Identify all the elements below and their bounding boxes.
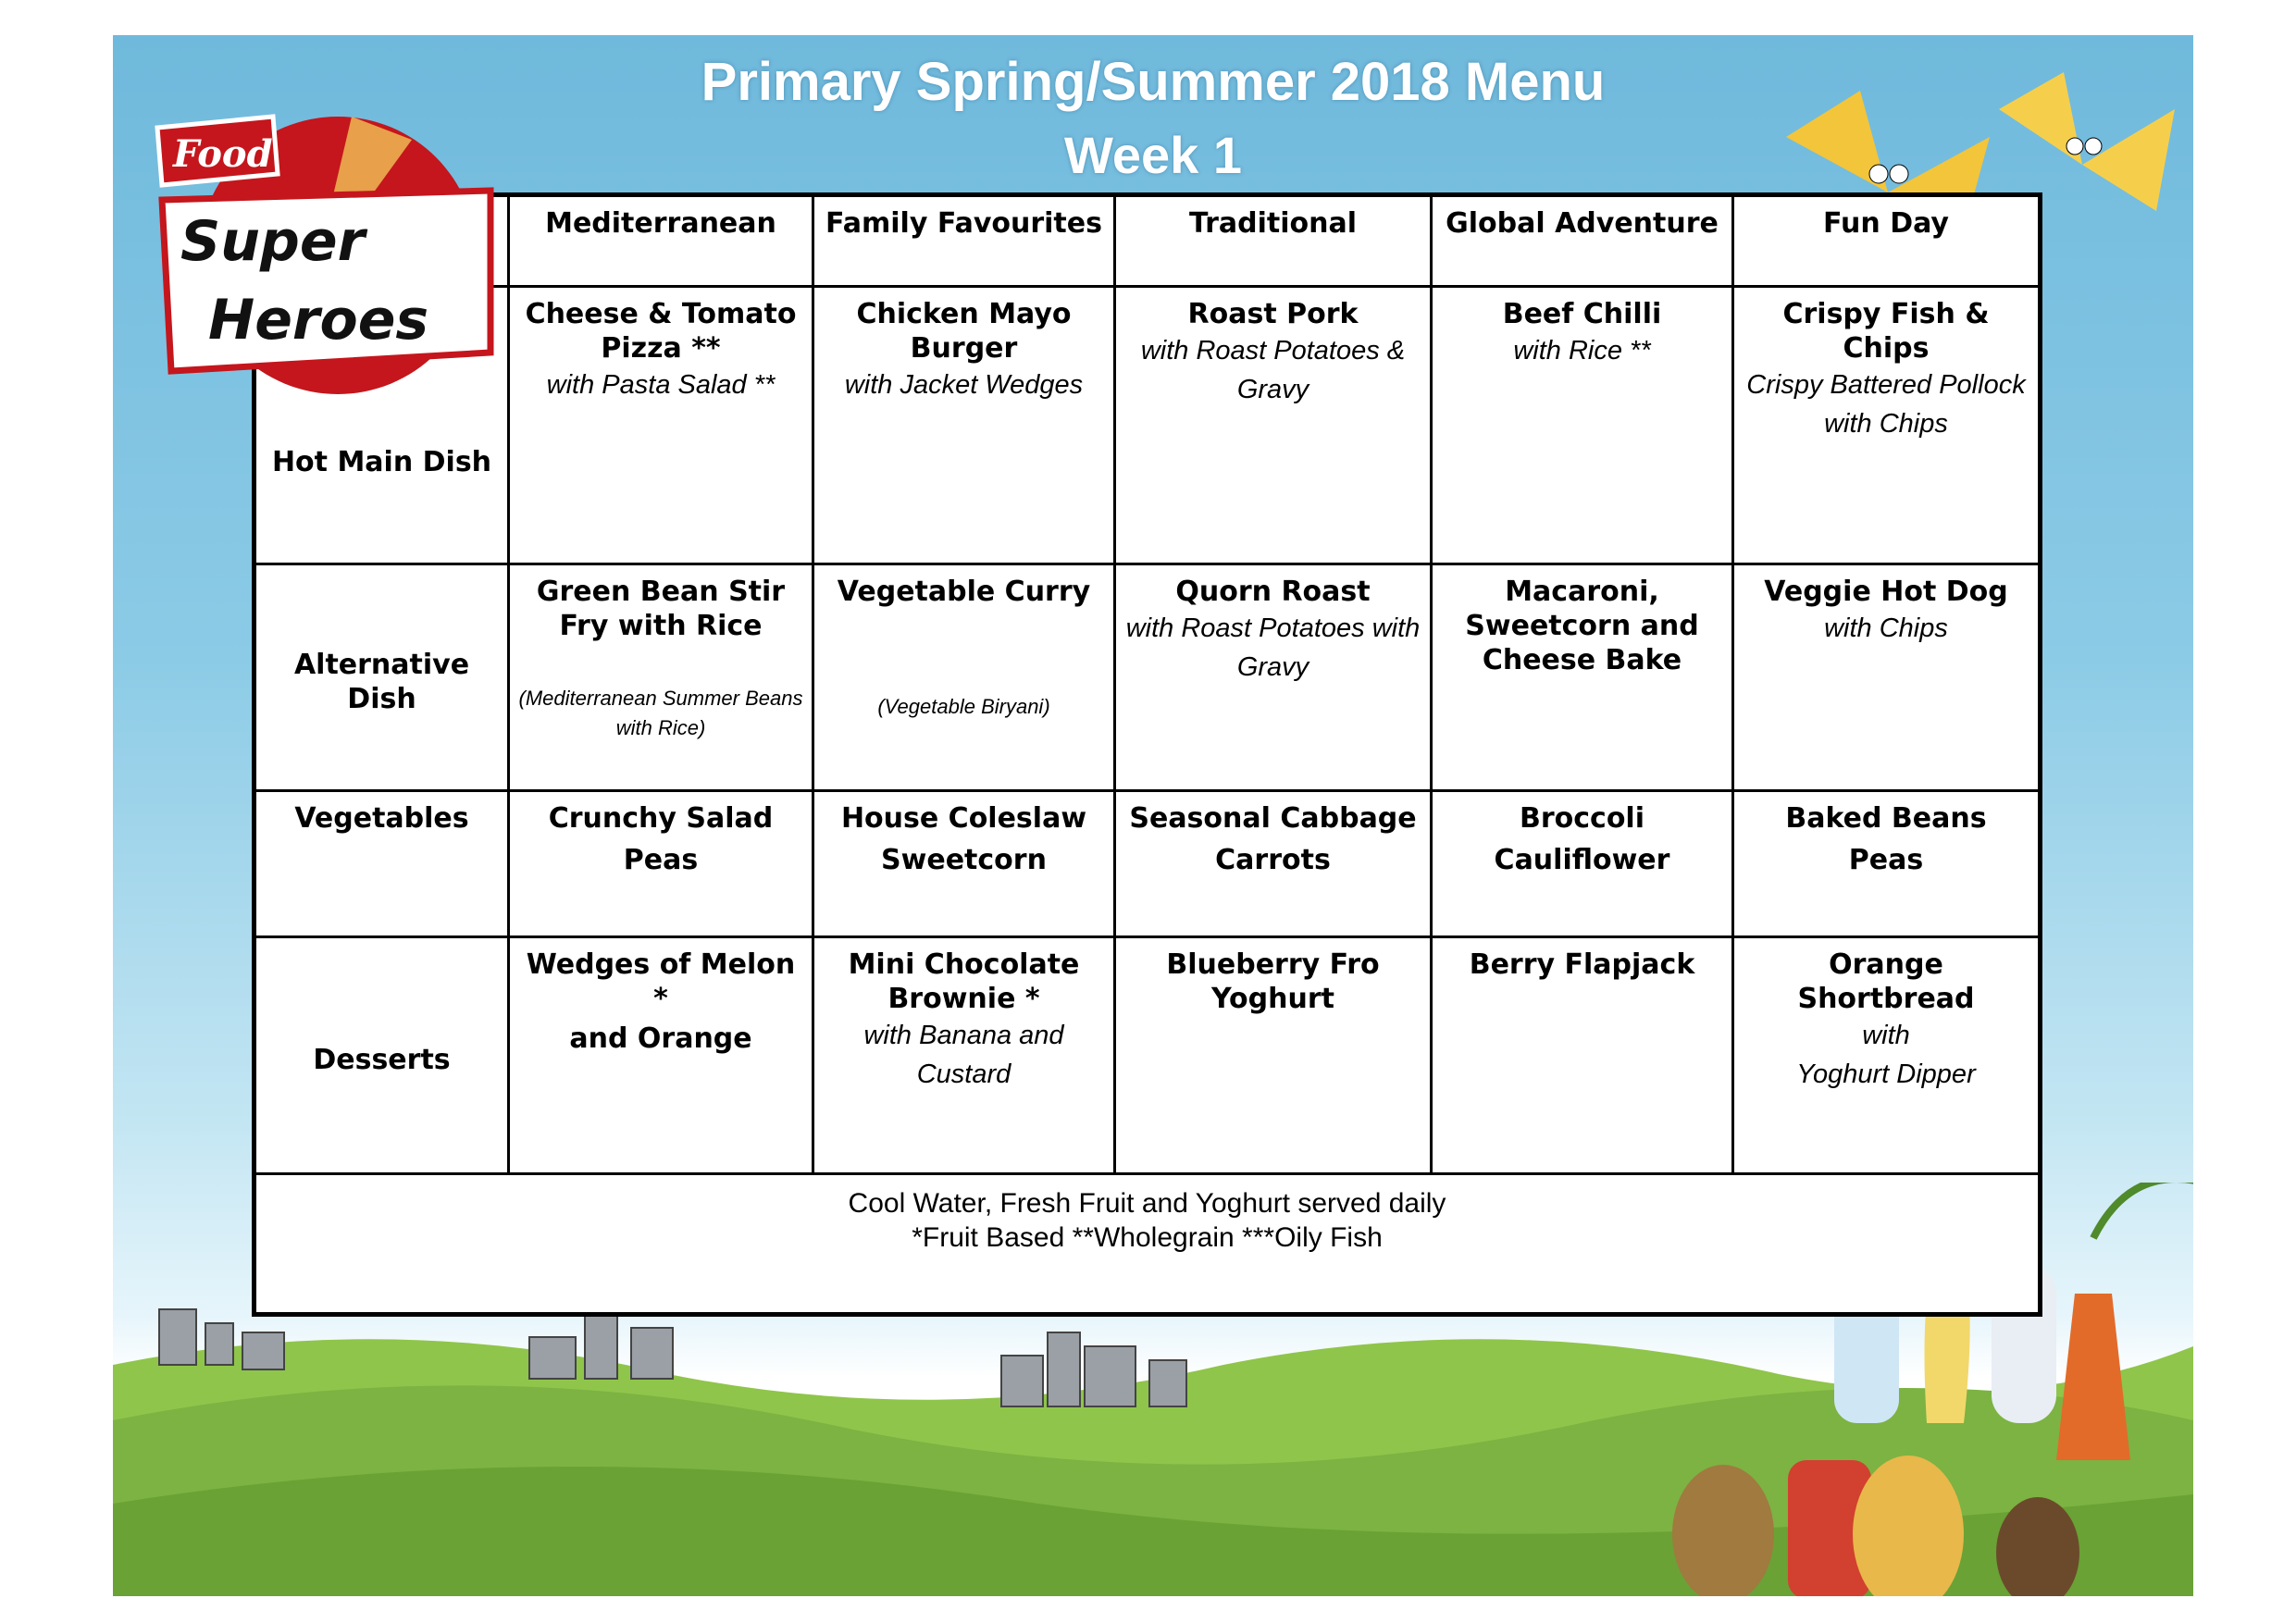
menu-cell: Veggie Hot Dog with Chips <box>1733 564 2041 791</box>
row-label: Desserts <box>254 937 509 1174</box>
footer-daily-note: Cool Water, Fresh Fruit and Yoghurt served daily <box>848 1188 1446 1219</box>
menu-cell: Green Bean Stir Fry with Rice (Mediterranean Summer Beans with Rice) <box>509 564 813 791</box>
menu-cell: Roast Pork with Roast Potatoes & Gravy <box>1115 287 1432 564</box>
row-label: Alternative Dish <box>254 564 509 791</box>
menu-table <box>252 192 2042 1317</box>
menu-cell: Quorn Roast with Roast Potatoes with Gravy <box>1115 564 1432 791</box>
column-header: Traditional <box>1115 195 1432 287</box>
menu-cell: Crispy Fish & Chips Crispy Battered Pollock with Chips <box>1733 287 2041 564</box>
menu-cell: Chicken Mayo Burger with Jacket Wedges <box>813 287 1115 564</box>
menu-cell: Blueberry Fro Yoghurt <box>1115 937 1432 1174</box>
footer-row <box>254 1174 2041 1315</box>
food-super-heroes-logo <box>153 107 500 413</box>
header-row <box>254 195 2041 287</box>
table-row <box>254 287 2041 564</box>
menu-cell: Macaroni, Sweetcorn and Cheese Bake <box>1432 564 1733 791</box>
menu-cell: Wedges of Melon * and Orange <box>509 937 813 1174</box>
menu-cell: House Coleslaw Sweetcorn <box>813 791 1115 937</box>
row-label: Hot Main Dish <box>254 287 509 564</box>
week-label: Week 1 <box>1064 126 1242 184</box>
table-row <box>254 791 2041 937</box>
column-header: Fun Day <box>1733 195 2041 287</box>
table-row <box>254 564 2041 791</box>
menu-cell: Mini Chocolate Brownie * with Banana and Custard <box>813 937 1115 1174</box>
column-header: Family Favourites <box>813 195 1115 287</box>
menu-cell: Cheese & Tomato Pizza ** with Pasta Salad ** <box>509 287 813 564</box>
table-row <box>254 937 2041 1174</box>
menu-cell: Orange Shortbread with Yoghurt Dipper <box>1733 937 2041 1174</box>
footer-key: *Fruit Based **Wholegrain ***Oily Fish <box>912 1222 1383 1253</box>
menu-cell: Broccoli Cauliflower <box>1432 791 1733 937</box>
svg-text:Super: Super <box>180 209 366 274</box>
row-label: Vegetables <box>254 791 509 937</box>
menu-title: Primary Spring/Summer 2018 Menu <box>701 52 1606 112</box>
column-header: Mediterranean <box>509 195 813 287</box>
footer-note <box>254 1174 2041 1315</box>
menu-cell: Beef Chilli with Rice ** <box>1432 287 1733 564</box>
menu-cell: Seasonal Cabbage Carrots <box>1115 791 1432 937</box>
menu-cell: Crunchy Salad Peas <box>509 791 813 937</box>
menu-cell: Vegetable Curry (Vegetable Biryani) <box>813 564 1115 791</box>
menu-cell: Baked Beans Peas <box>1733 791 2041 937</box>
svg-text:Food: Food <box>173 132 273 176</box>
column-header: Global Adventure <box>1432 195 1733 287</box>
svg-text:Heroes: Heroes <box>208 288 429 353</box>
menu-cell: Berry Flapjack <box>1432 937 1733 1174</box>
